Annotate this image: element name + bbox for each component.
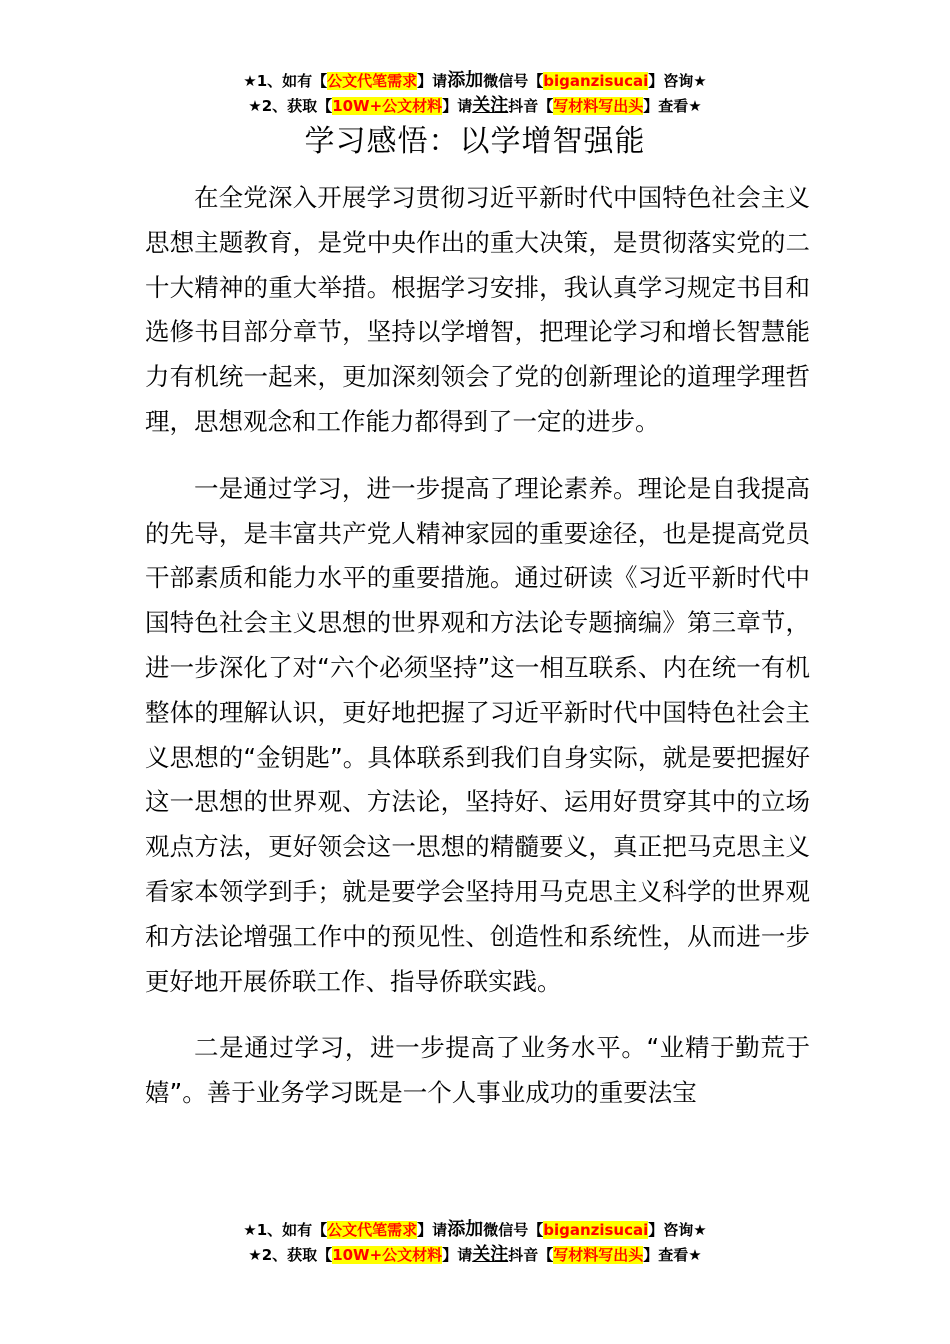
banner-text: 】咨询: [648, 72, 694, 90]
banner-text: 微信号【: [483, 1221, 544, 1239]
banner-text: 微信号【: [483, 72, 544, 90]
banner-text: 】查看: [643, 97, 689, 115]
banner-text: 】请: [442, 1246, 473, 1264]
highlight-text: biganzisucai: [543, 1221, 649, 1239]
banner-line-1: [0, 1217, 950, 1242]
star-icon: ★: [693, 72, 707, 90]
star-icon: ★: [243, 1221, 257, 1239]
banner-text: 】请: [417, 72, 448, 90]
star-icon: ★: [688, 97, 702, 115]
document-title: 学习感悟：以学增智强能: [304, 124, 646, 159]
emphasis-text: 关注: [472, 1244, 509, 1265]
star-icon: ★: [688, 1246, 702, 1264]
highlight-text: 10W+公文材料: [332, 97, 443, 115]
banner-text: 】请: [442, 97, 473, 115]
emphasis-text: 关注: [472, 95, 509, 116]
banner-text: 2、获取【: [261, 1246, 333, 1264]
emphasis-text: 添加: [447, 70, 484, 91]
highlight-text: 写材料写出头: [553, 1246, 644, 1264]
banner-text: 抖音【: [508, 1246, 554, 1264]
star-icon: ★: [248, 97, 262, 115]
banner-text: 抖音【: [508, 97, 554, 115]
banner-text: 】咨询: [648, 1221, 694, 1239]
star-icon: ★: [243, 72, 257, 90]
document-body: [145, 176, 810, 1138]
banner-text: 】请: [417, 1221, 448, 1239]
banner-text: 】查看: [643, 1246, 689, 1264]
star-icon: ★: [693, 1221, 707, 1239]
banner-text: 1、如有【: [256, 1221, 328, 1239]
highlight-text: 公文代笔需求: [327, 1221, 418, 1239]
top-banner: [0, 68, 950, 118]
highlight-text: 公文代笔需求: [327, 72, 418, 90]
banner-line-2: [0, 93, 950, 118]
bottom-banner: [0, 1217, 950, 1267]
banner-line-1: [0, 68, 950, 93]
star-icon: ★: [248, 1246, 262, 1264]
highlight-text: 10W+公文材料: [332, 1246, 443, 1264]
highlight-text: 写材料写出头: [553, 97, 644, 115]
paragraph-business: 二是通过学习，进一步提高了业务水平。“业精于勤荒于嬉”。善于业务学习既是一个人事业成功的重要法宝: [145, 1033, 810, 1108]
banner-text: 1、如有【: [256, 72, 328, 90]
emphasis-text: 添加: [447, 1219, 484, 1240]
highlight-text: biganzisucai: [543, 72, 649, 90]
paragraph-theory: 一是通过学习，进一步提高了理论素养。理论是自我提高的先导，是丰富共产党人精神家园的重要途径，也是提高党员干部素质和能力水平的重要措施。通过研读《习近平新时代中国特色社会主义思想的世界观和方法论专题摘编》第三章节，进一步深化了对“六个必须坚持”这一相互联系、内在统一有机整体的理解认识，更好地把握了习近平新时代中国特色社会主义思想的“金钥匙”。具体联系到我们自身实际，就是要把握好这一思想的世界观、方法论，坚持好、运用好贯穿其中的立场观点方法，更好领会这一思想的精髓要义，真正把马克思主义看家本领学到手；就是要学会坚持用马克思主义科学的世界观和方法论增强工作中的预见性、创造性和系统性，从而进一步更好地开展侨联工作、指导侨联实践。: [145, 473, 810, 996]
banner-line-2: [0, 1242, 950, 1267]
banner-text: 2、获取【: [261, 97, 333, 115]
paragraph-intro: 在全党深入开展学习贯彻习近平新时代中国特色社会主义思想主题教育，是党中央作出的重大决策，是贯彻落实党的二十大精神的重大举措。根据学习安排，我认真学习规定书目和选修书目部分章节，坚持以学增智，把理论学习和增长智慧能力有机统一起来，更加深刻领会了党的创新理论的道理学理哲理，思想观念和工作能力都得到了一定的进步。: [145, 183, 810, 436]
